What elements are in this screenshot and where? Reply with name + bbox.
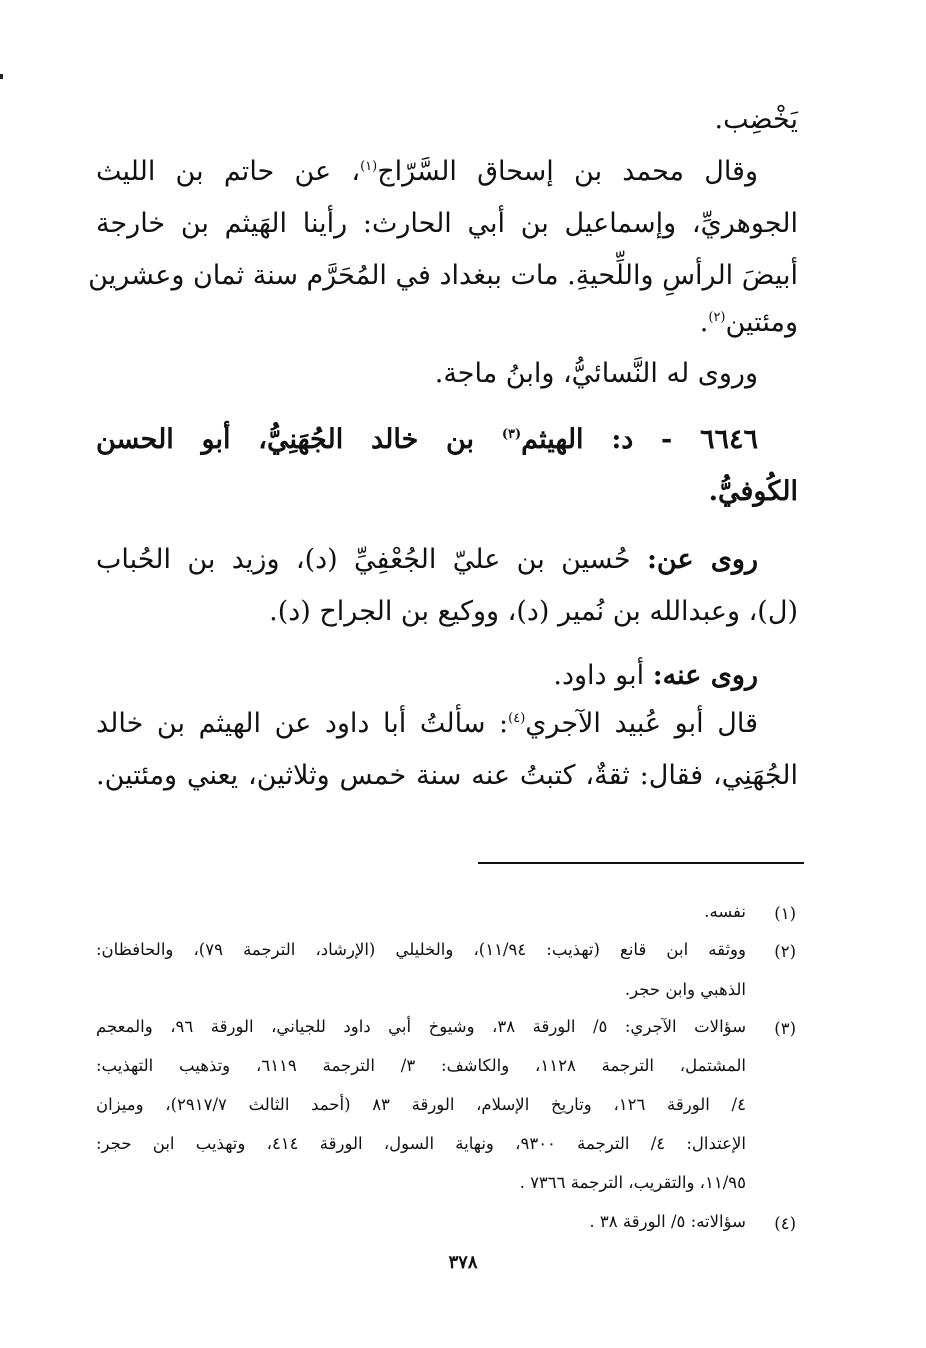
text-line: الجُهَنِي، فقال: ثقةٌ، كتبتُ عنه سنة خمس وثلاثين، يعني ومئتين. — [96, 760, 798, 791]
footnote-number: (١) — [774, 904, 796, 923]
narrated-from-label: روى عن: — [646, 544, 758, 575]
footnote-number: (٤) — [774, 1214, 796, 1233]
footnote-line: ٤/ الورقة ١٢٦، وتاريخ الإسلام، الورقة ٨٣ (أحمد الثالث ٢٩١٧/٧)، وميزان — [96, 1095, 746, 1114]
text-line: (ل)، وعبدالله بن نُمير (د)، ووكيع بن الجراح (د). — [269, 596, 798, 627]
footnote-ref-4[interactable]: (٤) — [508, 711, 526, 726]
footnote-ref-3[interactable]: (٣) — [501, 427, 522, 442]
text-line: وروى له النَّسائيُّ، وابنُ ماجة. — [434, 358, 758, 389]
text-line — [96, 704, 798, 744]
footnote-number: (٣) — [774, 1019, 796, 1038]
footnote-line: الإعتدال: ٤/ الترجمة ٩٣٠٠، ونهاية السول، الورقة ٤١٤، وتهذيب ابن حجر: — [96, 1134, 746, 1153]
entry-name-rest: بن خالد الجُهَنِيُّ، أبو الحسن — [96, 424, 475, 455]
scan-speck — [0, 74, 3, 79]
text-segment: ، عن حاتم بن الليث — [96, 156, 361, 187]
footnote-number: (٢) — [774, 942, 796, 961]
text-segment: قال أبو عُبيد الآجري — [525, 708, 758, 739]
footnote-line: نفسه. — [704, 902, 746, 921]
narrated-by-line — [553, 656, 758, 696]
narrated-from-line — [96, 540, 798, 580]
text-line: يَخْضِب. — [714, 104, 798, 135]
text-segment: أبو داود. — [553, 660, 645, 691]
text-segment: ومئتين — [725, 307, 798, 338]
text-segment: : سألتُ أبا داود عن الهيثم بن خالد — [96, 708, 509, 739]
entry-name: الهيثم — [521, 424, 584, 455]
footnote-line: المشتمل، الترجمة ١١٢٨، والكاشف: ٣/ الترجمة ٦١١٩، وتذهيب التهذيب: — [96, 1056, 746, 1075]
footnote-ref-1[interactable]: (١) — [360, 159, 378, 174]
footnote-line: الذهبي وابن حجر. — [624, 980, 746, 999]
page-number: ٣٧٨ — [448, 1252, 478, 1273]
footnote-divider — [478, 862, 804, 864]
footnote-line: سؤالاته: ٥/ الورقة ٣٨ . — [589, 1212, 746, 1231]
text-line: الجوهريِّ، وإسماعيل بن أبي الحارث: رأينا الهَيثم بن خارجة — [96, 208, 798, 239]
text-line — [700, 303, 798, 343]
entry-number: ٦٦٤٦ — [700, 424, 759, 455]
text-line — [96, 152, 798, 192]
footnote-line: ووثقه ابن قانع (تهذيب: ١١/٩٤)، والخليلي (الإرشاد، الترجمة ٧٩)، والحافظان: — [96, 940, 746, 959]
text-segment: حُسين بن عليّ الجُعْفِيِّ (د)، وزيد بن الحُباب — [96, 544, 631, 575]
text-segment: . — [699, 307, 709, 338]
footnote-line: ١١/٩٥، والتقريب، الترجمة ٧٣٦٦ . — [519, 1173, 746, 1192]
narrated-by-label: روى عنه: — [652, 660, 758, 691]
entry-symbol: - د: — [611, 424, 673, 455]
entry-heading — [96, 420, 798, 460]
text-line: أبيضَ الرأسِ واللِّحيةِ. مات ببغداد في المُحَرَّم سنة ثمان وعشرين — [88, 260, 798, 291]
footnote-ref-2[interactable]: (٢) — [708, 310, 726, 325]
entry-heading-line-2: الكُوفيُّ. — [708, 476, 798, 507]
text-segment: وقال محمد بن إسحاق السَّرّاج — [377, 156, 758, 187]
footnote-line: سؤالات الآجري: ٥/ الورقة ٣٨، وشيوخ أبي داود للجياني، الورقة ٩٦، والمعجم — [96, 1017, 747, 1036]
